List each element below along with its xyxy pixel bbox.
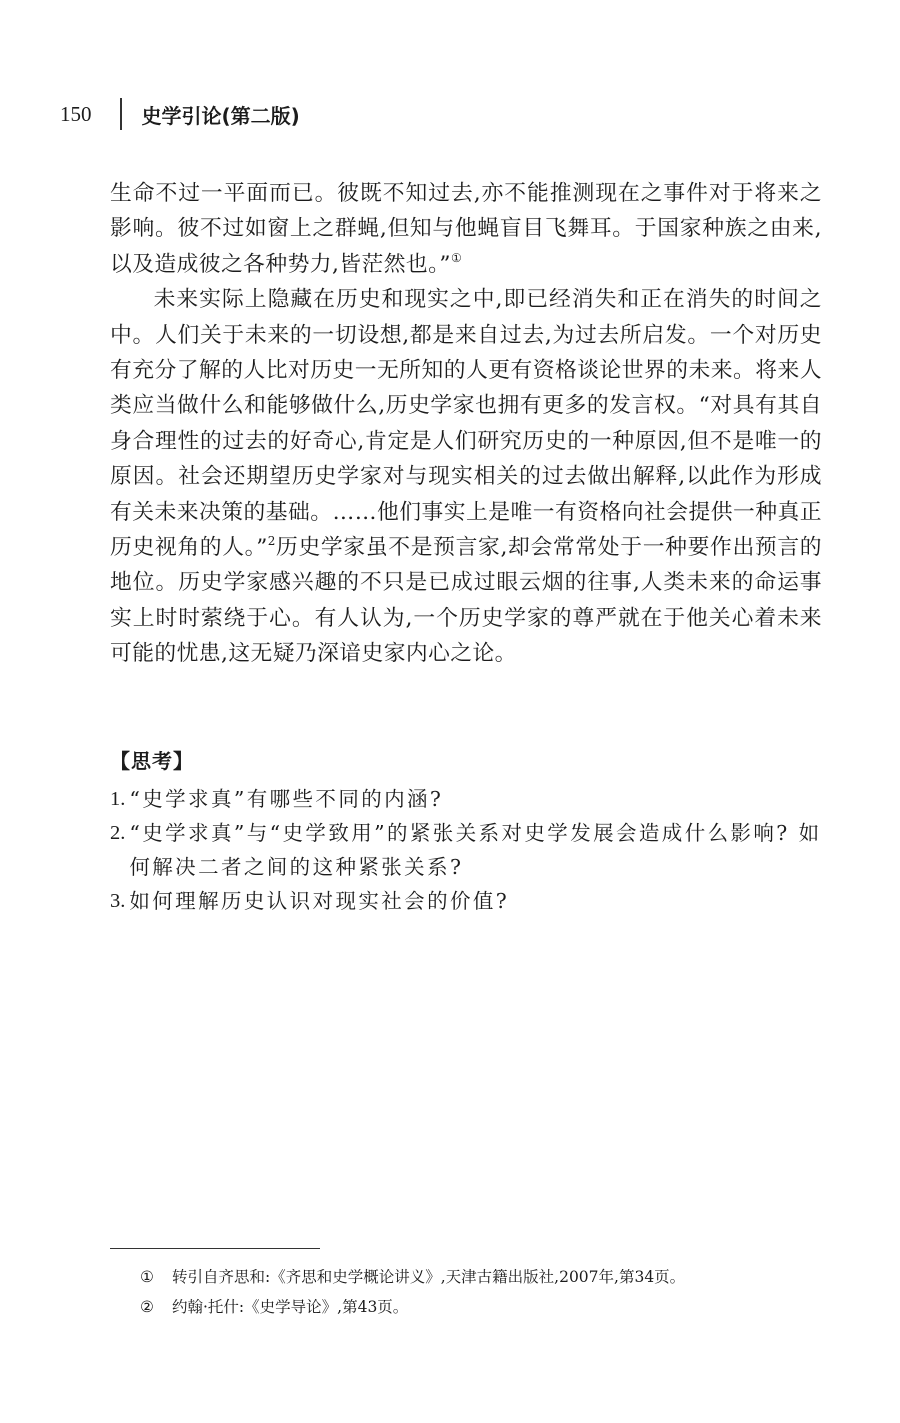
question-number: 3. [110, 890, 126, 912]
body-text [110, 176, 822, 672]
footnote-item [140, 1262, 830, 1292]
footnote-item [140, 1292, 830, 1322]
paragraph-2-text-a: 未来实际上隐藏在历史和现实之中,即已经消失和正在消失的时间之中。人们关于未来的一切设想,都是来自过去,为过去所启发。一个对历史有充分了解的人比对历史一无所知的人更有资格谈论世界的未来。将来人类应当做什么和能够做什么,历史学家也拥有更多的发言权。“对具有其自身合理性的过去的好奇心,肯定是人们研究历史的一种原因,但不是唯一的原因。社会还期望历史学家对与现实相关的过去做出解释,以此作为形成有关未来决策的基础。……他们事实上是唯一有资格向社会提供一种真正历史视角的人。” [110, 287, 822, 561]
footnote-ref-2[interactable]: 2 [267, 534, 276, 549]
paragraph-1 [110, 176, 822, 282]
question-number: 1. [110, 788, 126, 810]
question-number: 2. [110, 822, 126, 844]
footnote-divider [110, 1248, 320, 1249]
think-section [110, 744, 822, 918]
question-item [110, 884, 822, 918]
question-text: “史学求真”与“史学致用”的紧张关系对史学发展会造成什么影响? 如何解决二者之间的这种紧张关系? [129, 821, 822, 879]
footnote-mark: ① [140, 1268, 154, 1286]
paragraph-2-text-b: 历史学家虽不是预言家,却会常常处于一种要作出预言的地位。历史学家感兴趣的不只是已成过眼云烟的往事,人类未来的命运事实上时时萦绕于心。有人认为,一个历史学家的尊严就在于他关心着未来可能的忧患,这无疑乃深谙史家内心之论。 [110, 535, 822, 667]
paragraph-2 [110, 282, 822, 671]
page-number: 150 [60, 101, 92, 126]
question-text: 如何理解历史认识对现实社会的价值? [129, 889, 510, 913]
header-divider [120, 98, 122, 130]
paragraph-1-text: 生命不过一平面而已。彼既不知过去,亦不能推测现在之事件对于将来之影响。彼不过如窗上之群蝇,但知与他蝇盲目飞舞耳。于国家种族之由来,以及造成彼之各种势力,皆茫然也。” [110, 181, 822, 277]
footnote-ref-1[interactable]: ① [450, 250, 463, 265]
question-item [110, 816, 822, 884]
footnote-text: 约翰·托什:《史学导论》,第43页。 [172, 1298, 409, 1316]
running-header [60, 98, 300, 130]
footnote-mark: ② [140, 1298, 154, 1316]
think-heading: 【思考】 [110, 749, 194, 773]
question-item [110, 782, 822, 816]
footnote-text: 转引自齐思和:《齐思和史学概论讲义》,天津古籍出版社,2007年,第34页。 [172, 1268, 686, 1286]
question-text: “史学求真”有哪些不同的内涵? [129, 787, 444, 811]
book-title: 史学引论(第二版) [141, 103, 300, 128]
footnotes [140, 1262, 830, 1322]
